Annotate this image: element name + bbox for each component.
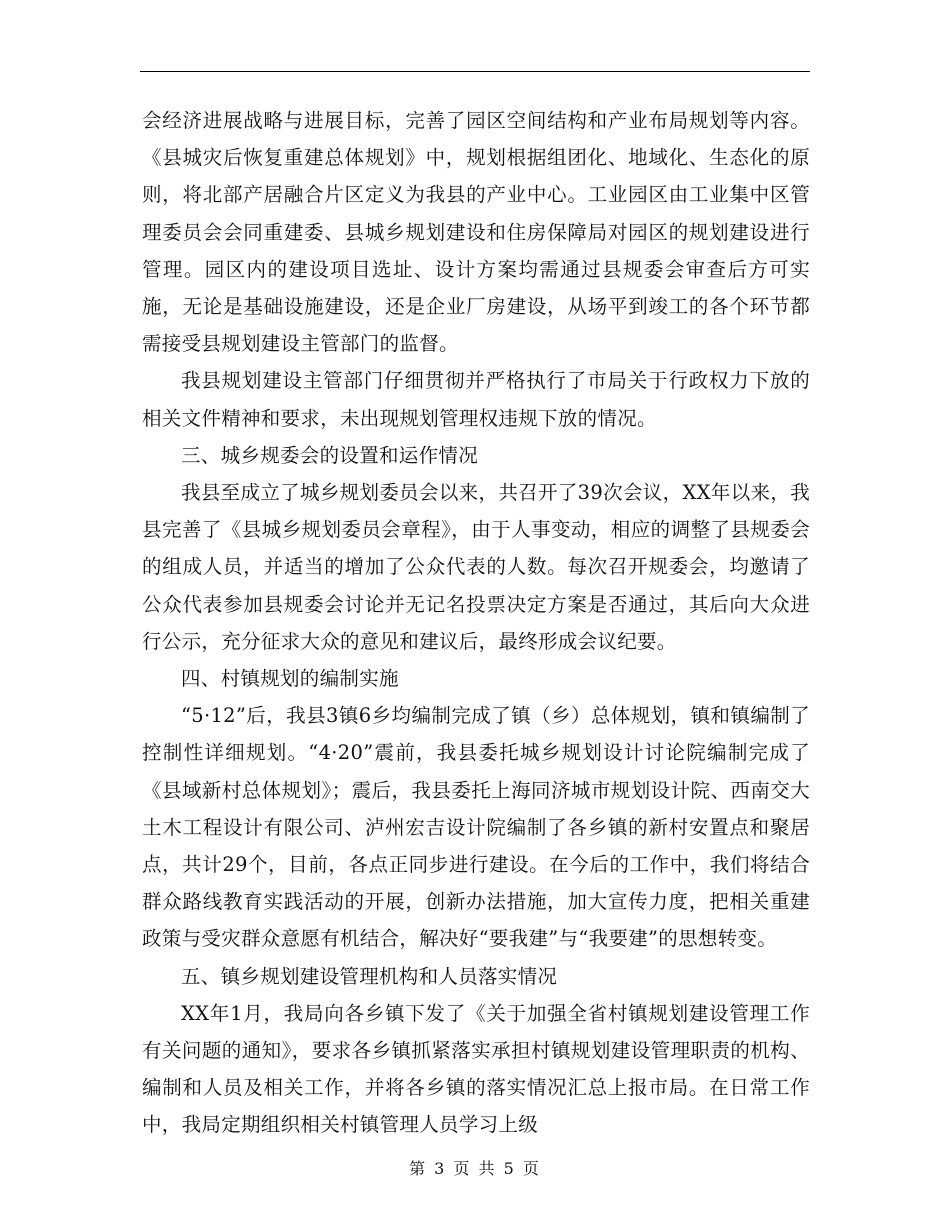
- page-number-footer: 第 3 页 共 5 页: [409, 1159, 541, 1178]
- paragraph-village-planning: “5·12”后，我县3镇6乡均编制完成了镇（乡）总体规划，镇和镇编制了控制性详细规划。“4·20”震前，我县委托城乡规划设计讨论院编制完成了《县域新村总体规划》；震后，我县委托上海同济城市规划设计院、西南交大土木工程设计有限公司、泸州宏吉设计院编制了各乡镇的新村安置点和聚居点，共计29个，目前，各点正同步进行建设。在今后的工作中，我们将结合群众路线教育实践活动的开展，创新办法措施，加大宣传力度，把相关重建政策与受灾群众意愿有机结合，解决好“要我建”与“我要建”的思想转变。: [142, 704, 810, 951]
- paragraph-continuation: 会经济进展战略与进展目标，完善了园区空间结构和产业布局规划等内容。《县城灾后恢复重建总体规划》中，规划根据组团化、地域化、生态化的原则，将北部产居融合片区定义为我县的产业中心。工业园区由工业集中区管理委员会会同重建委、县城乡规划建设和住房保障局对园区的规划建设进行管理。园区内的建设项目选址、设计方案均需通过县规委会审查后方可实施，无论是基础设施建设，还是企业厂房建设，从场平到竣工的各个环节都需接受县规划建设主管部门的监督。: [142, 109, 810, 356]
- section-heading-5: 五、镇乡规划建设管理机构和人员落实情况: [181, 964, 558, 988]
- paragraph-power-delegation: 我县规划建设主管部门仔细贯彻并严格执行了市局关于行政权力下放的相关文件精神和要求，未出现规划管理权违规下放的情况。: [142, 369, 810, 430]
- section-heading-3: 三、城乡规委会的设置和运作情况: [181, 443, 479, 467]
- section-heading-4: 四、村镇规划的编制实施: [181, 667, 399, 691]
- paragraph-planning-committee: 我县至成立了城乡规划委员会以来，共召开了39次会议，XX年以来，我县完善了《县城乡规划委员会章程》，由于人事变动，相应的调整了县规委会的组成人员，并适当的增加了公众代表的人数。每次召开规委会，均邀请了公众代表参加县规委会讨论并无记名投票决定方案是否通过，其后向大众进行公示，充分征求大众的意见和建议后，最终形成会议纪要。: [142, 481, 810, 653]
- header-rule: [140, 71, 810, 72]
- document-body: [142, 102, 810, 1144]
- paragraph-township-staffing: XX年1月，我局向各乡镇下发了《关于加强全省村镇规划建设管理工作有关问题的通知》，要求各乡镇抓紧落实承担村镇规划建设管理职责的机构、编制和人员及相关工作，并将各乡镇的落实情况汇总上报市局。在日常工作中，我局定期组织相关村镇管理人员学习上级: [142, 1001, 810, 1137]
